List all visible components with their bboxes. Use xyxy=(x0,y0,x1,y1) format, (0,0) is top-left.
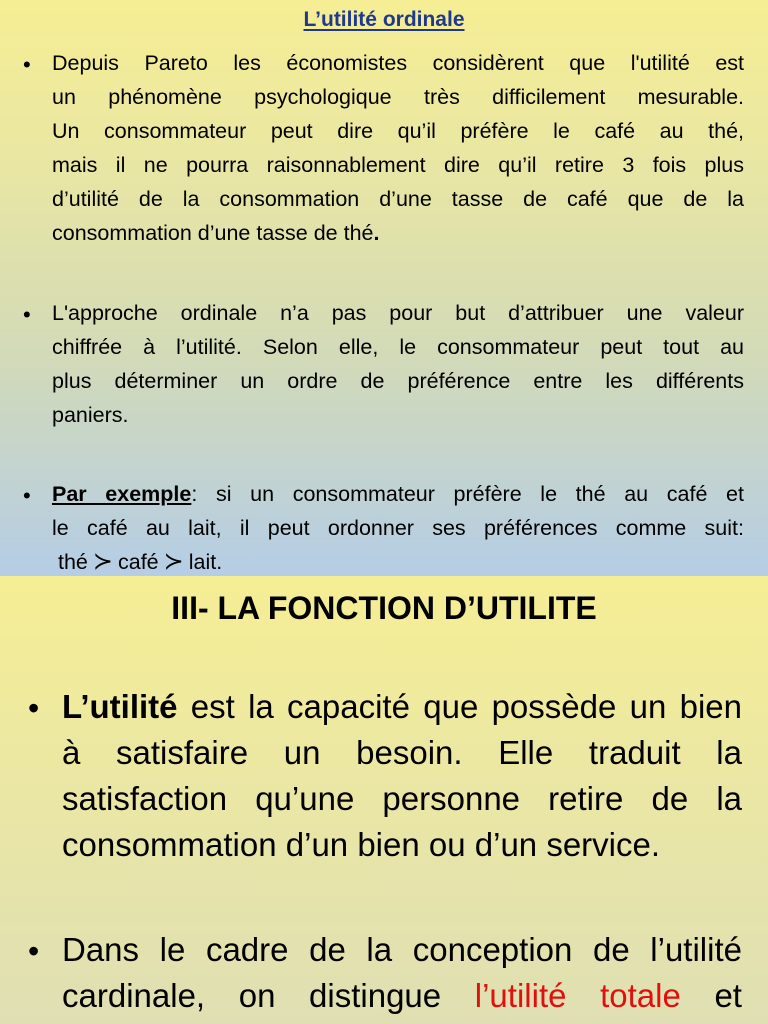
text-line: Dans le cadre de la conception de l’utilité xyxy=(62,931,742,968)
succ-symbol: ≻ xyxy=(92,548,113,575)
text-line xyxy=(62,973,742,1019)
bullet-dot-icon: • xyxy=(28,933,40,969)
text-line: chiffrée à l’utilité. Selon elle, le consommateur peut tout au xyxy=(52,335,744,359)
text-line-rest: est la capacité que possède un bien xyxy=(177,688,742,725)
text-line: Depuis Pareto les économistes considèrent que l'utilité est xyxy=(52,51,744,75)
bullet-text xyxy=(62,684,742,868)
bullet-dot-icon: • xyxy=(23,302,31,327)
bullet-text xyxy=(52,296,744,432)
bullet-dot-icon: • xyxy=(23,52,31,77)
order-item: lait. xyxy=(188,550,223,574)
text-line: Un consommateur peut dire qu’il préfère le café au thé, xyxy=(52,119,744,143)
text-line: L'approche ordinale n’a pas pour but d’attribuer une valeur xyxy=(52,301,744,325)
order-item: café xyxy=(118,550,159,574)
text-line: plus déterminer un ordre de préférence entre les différents xyxy=(52,369,744,393)
text-line-end: et xyxy=(680,977,742,1014)
bullet-dot-icon: • xyxy=(28,690,40,726)
text-line: un phénomène psychologique très difficilement mesurable. xyxy=(52,85,744,109)
bullet-text xyxy=(62,927,742,1019)
text-line xyxy=(52,216,744,250)
order-item: thé xyxy=(58,550,88,574)
text-line: d’utilité de la consommation d’une tasse de café que de la xyxy=(52,187,744,211)
text-line: paniers. xyxy=(52,403,129,427)
bullet-dot-icon: • xyxy=(23,483,31,508)
bullet-text xyxy=(52,46,744,250)
text-line: le café au lait, il peut ordonner ses préférences comme suit: xyxy=(52,516,744,540)
text-line-start: cardinale, on distingue xyxy=(62,977,475,1014)
example-label: Par exemple xyxy=(52,482,192,506)
text-line: mais il ne pourra raisonnablement dire qu’il retire 3 fois plus xyxy=(52,153,744,177)
bullet-text xyxy=(52,477,744,576)
example-text: : si un consommateur préfère le thé au café et xyxy=(191,482,744,506)
succ-symbol: ≻ xyxy=(163,548,184,575)
slide-fonction-utilite xyxy=(0,576,768,1024)
text-line: consommation d’un bien ou d’un service. xyxy=(62,826,661,863)
slide-title: L’utilité ordinale xyxy=(303,8,465,31)
slide-title: III- LA FONCTION D’UTILITE xyxy=(171,590,597,626)
text-line xyxy=(52,477,744,511)
text-line: à satisfaire un besoin. Elle traduit la xyxy=(62,734,742,771)
text-line: satisfaction qu’une personne retire de la xyxy=(62,780,742,817)
text-line-content: consommation d’une tasse de thé xyxy=(52,221,374,245)
preference-order xyxy=(52,545,744,576)
text-line-punct: . xyxy=(373,221,380,245)
term-utilite: L’utilité xyxy=(62,688,178,725)
text-line xyxy=(62,684,742,730)
highlight-utilite-totale: l’utilité totale xyxy=(474,977,681,1014)
